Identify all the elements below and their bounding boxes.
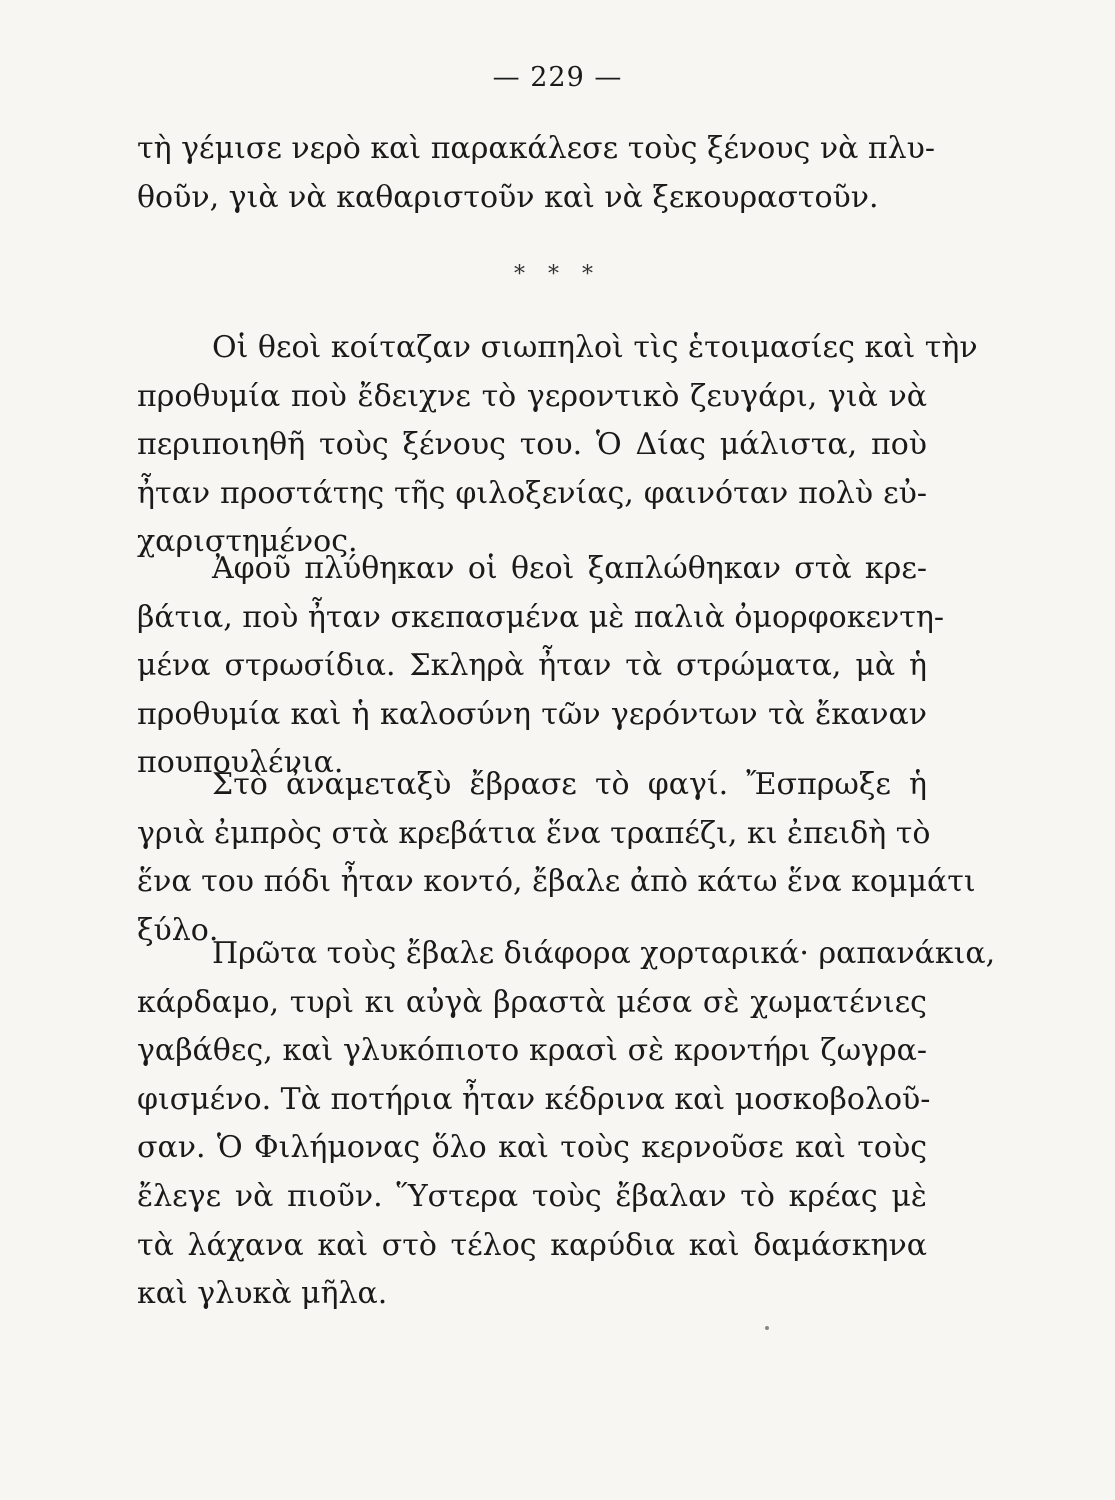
text-line: σαν. Ὁ Φιλήμονας ὅλο καὶ τοὺς κερνοῦσε καὶ τοὺς — [137, 1130, 927, 1166]
text-line: θοῦν, γιὰ νὰ καθαριστοῦν καὶ νὰ ξεκουραστοῦν. — [137, 179, 879, 215]
text-line: ἦταν προστάτης τῆς φιλοξενίας, φαινόταν πολὺ εὐ- — [137, 475, 927, 511]
text-line: ἕνα του πόδι ἦταν κοντό, ἔβαλε ἀπὸ κάτω ἕνα κομμάτι — [137, 864, 976, 900]
text-line: Οἱ θεοὶ κοίταζαν σιωπηλοὶ τὶς ἑτοιμασίες καὶ τὴν — [212, 330, 978, 365]
text-line: φισμένο. Τὰ ποτήρια ἦταν κέδρινα καὶ μοσκοβολοῦ- — [137, 1081, 931, 1117]
text-line: προθυμία καὶ ἡ καλοσύνη τῶν γερόντων τὰ ἔκαναν — [137, 696, 927, 732]
text-line: γριὰ ἐμπρὸς στὰ κρεβάτια ἕνα τραπέζι, κι ἐπειδὴ τὸ — [137, 815, 931, 851]
text-line: Στὸ ἀναμεταξὺ ἔβρασε τὸ φαγί. Ἔσπρωξε ἡ — [212, 767, 927, 802]
paragraph — [137, 324, 978, 567]
text-line: τὴ γέμισε νερὸ καὶ παρακάλεσε τοὺς ξένους νὰ πλυ- — [137, 131, 936, 166]
paragraph-continuation — [137, 125, 936, 222]
page-number: — 229 — — [492, 62, 623, 93]
paragraph — [137, 930, 996, 1319]
ink-speck — [765, 1326, 769, 1330]
section-separator: * * * — [514, 262, 601, 287]
text-line: πουπουλένια. — [137, 745, 344, 781]
text-line: περιποιηθῆ τοὺς ξένους του. Ὁ Δίας μάλιστα, ποὺ — [137, 427, 927, 463]
text-line: ξύλο. — [137, 912, 219, 948]
text-line: προθυμία ποὺ ἔδειχνε τὸ γεροντικὸ ζευγάρι, γιὰ νὰ — [137, 378, 927, 414]
text-line: Πρῶτα τοὺς ἔβαλε διάφορα χορταρικά· ραπανάκια, — [212, 936, 996, 971]
text-line: μένα στρωσίδια. Σκληρὰ ἦταν τὰ στρώματα, μὰ ἡ — [137, 648, 927, 684]
paragraph — [137, 545, 944, 788]
text-line: τὰ λάχανα καὶ στὸ τέλος καρύδια καὶ δαμάσκηνα — [137, 1227, 927, 1263]
text-line: καὶ γλυκὰ μῆλα. — [137, 1276, 388, 1312]
text-line: χαριστημένος. — [137, 524, 358, 560]
text-line: Ἀφοῦ πλύθηκαν οἱ θεοὶ ξαπλώθηκαν στὰ κρε- — [212, 551, 927, 586]
text-line: βάτια, ποὺ ἦταν σκεπασμένα μὲ παλιὰ ὀμορφοκεντη- — [137, 599, 944, 635]
text-line: ἔλεγε νὰ πιοῦν. Ὕστερα τοὺς ἔβαλαν τὸ κρέας μὲ — [137, 1178, 927, 1214]
text-line: κάρδαμο, τυρὶ κι αὐγὰ βραστὰ μέσα σὲ χωματένιες — [137, 984, 927, 1020]
text-line: γαβάθες, καὶ γλυκόπιοτο κρασὶ σὲ κροντήρι ζωγρα- — [137, 1033, 927, 1069]
